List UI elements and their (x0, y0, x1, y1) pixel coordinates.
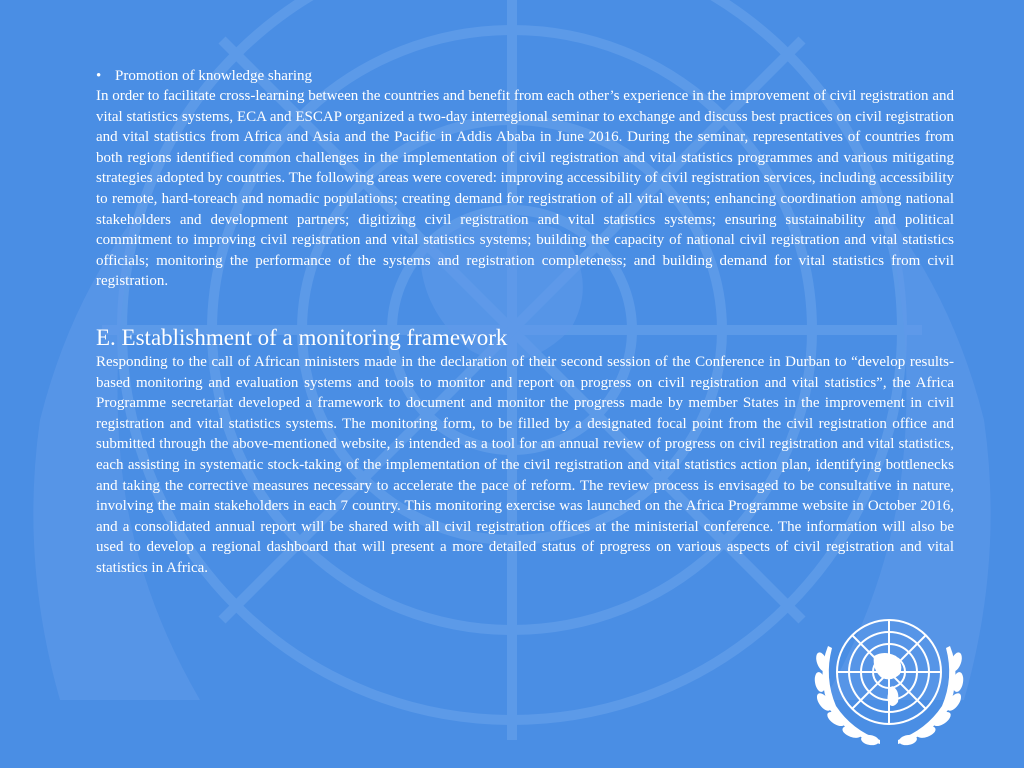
knowledge-sharing-paragraph: In order to facilitate cross-learning between the countries and benefit from each other’s experience in the improvement of civil registration and vital statistics systems, ECA and ESCAP organized a two-day interregional seminar to exchange and discuss best practices on civil registration and vital statistics from Africa and Asia and the Pacific in Addis Ababa in June 2016. During the seminar, representatives of countries from both regions identified common challenges in the implementation of civil registration and vital statistics programmes and various mitigating strategies adopted by countries. The following areas were covered: improving accessibility of civil registration services, including accessibility to remote, hard-toreach and nomadic populations; creating demand for registration of all vital events; enhancing coordination among national stakeholders and development partners; digitizing civil registration and vital statistics systems; ensuring sustainability and political commitment to improving civil registration and vital statistics systems; building the capacity of national civil registration and vital statistics officials; monitoring the performance of the systems and registration completeness; and building demand for vital statistics from civil registration. (96, 88, 954, 290)
un-emblem-logo (808, 606, 970, 756)
document-content (96, 66, 954, 578)
bullet-dot: • (96, 68, 102, 84)
bullet-heading-text: Promotion of knowledge sharing (115, 68, 313, 84)
section-heading: E. Establishment of a monitoring framework (96, 324, 508, 350)
monitoring-framework-paragraph: Responding to the call of African ministers made in the declaration of their second session of the Conference in Durban to “develop results-based monitoring and evaluation systems and tools to monitor and report on progress on civil registration and vital statistics”, the Africa Programme secretariat developed a framework to document and monitor the progress made by member States in the improvement in civil registration and vital statistics systems. The monitoring form, to be filled by a designated focal point from the civil registration office and submitted through the above-mentioned website, is intended as a tool for an annual review of progress on civil registration and vital statistics, each assisting in systematic stock-taking of the implementation of the civil registration and vital statistics action plan, identifying bottlenecks and taking the corrective measures necessary to accelerate the pace of reform. The review process is envisaged to be consultative in nature, involving the main stakeholders in each 7 country. This monitoring exercise was launched on the Africa Programme website in October 2016, and a consolidated annual report will be shared with all civil registration offices at the ministerial conference. The information will also be used to develop a regional dashboard that will present a more detailed status of progress on various aspects of civil registration and vital statistics in Africa. (96, 353, 954, 576)
bullet-heading (96, 66, 954, 86)
